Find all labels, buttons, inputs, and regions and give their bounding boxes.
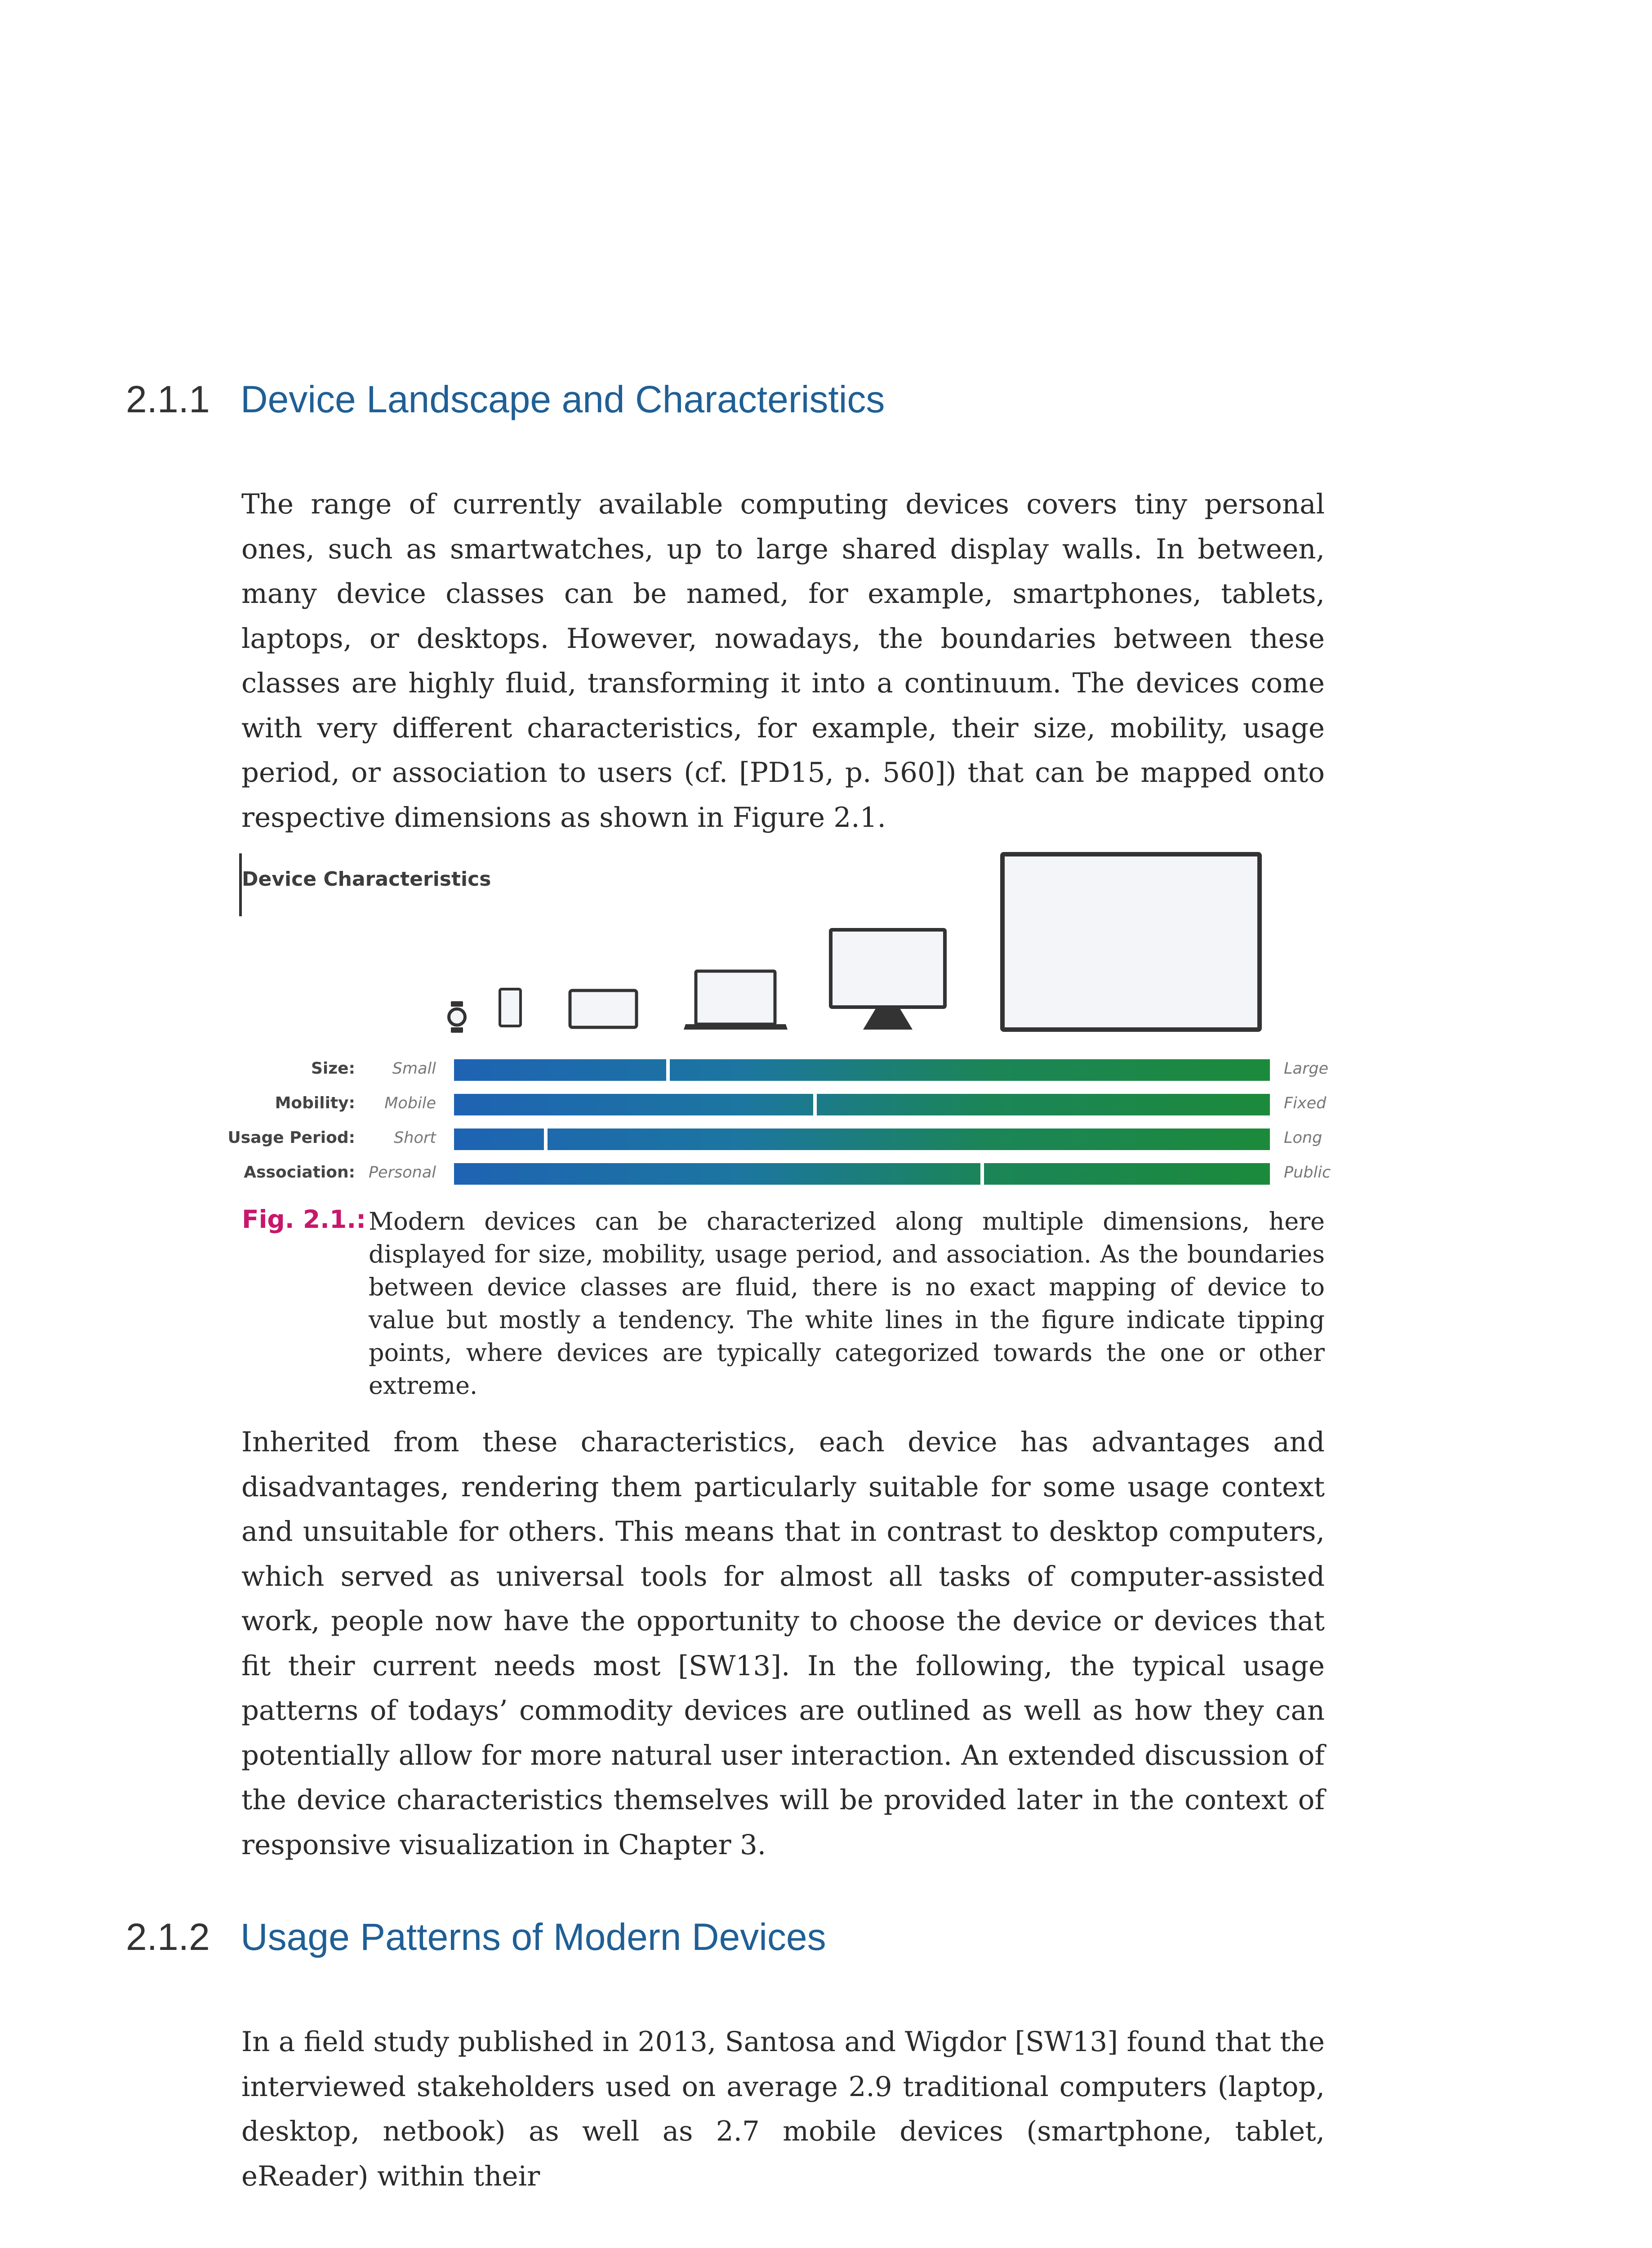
figure-caption [369,1205,1325,1402]
paragraph-text: The range of currently available computing devices covers tiny personal ones, such as smartwatches, up to large shared display walls. In between, many device classes can be named, for example, smartphones, tablets, laptops, or desktops. However, nowadays, the boundaries between these classes are highly fluid, transforming it into a continuum. The devices come with very different characteristics, for example, their size, mobility, usage period, or association to users (cf. [PD15, p. 560]) that can be mapped onto respective dimensions as shown in Figure 2.1. [241,488,1325,834]
dimension-bar-mobility [454,1094,1270,1115]
dimension-left-mobility: Mobile [384,1094,436,1112]
paragraph-text: In a field study published in 2013, Santosa and Wigdor [SW13] found that the interviewed stakeholders used on average 2.9 traditional computers (laptop, desktop, netbook) as well as 2.7 mobile devices (smartphone, tablet, eReader) within their [241,2026,1325,2192]
body-paragraph-2 [241,1420,1325,1867]
figure-label: Device Characteristics [242,868,491,891]
dimension-left-size: Small [392,1060,436,1078]
body-paragraph-3 [241,2020,1325,2199]
dimension-left-association: Personal [368,1164,436,1182]
figure-caption-label: Fig. 2.1.: [242,1205,366,1234]
dimension-label-size: Size: [311,1059,355,1078]
tipping-point-usage-period [544,1128,548,1150]
dimension-right-usage-period: Long [1284,1129,1322,1147]
section-title: Usage Patterns of Modern Devices [240,1916,826,1958]
tipping-point-mobility [813,1094,817,1115]
dimension-right-mobility: Fixed [1284,1094,1327,1112]
desktop-icon [831,930,945,1030]
tipping-point-size [666,1059,670,1081]
section-heading-2-1-2 [126,1914,826,1959]
dimension-bar-size [454,1059,1270,1081]
dimension-label-association: Association: [244,1163,355,1182]
dimension-right-size: Large [1284,1060,1329,1078]
smartwatch-icon [449,1001,465,1033]
paragraph-text: Inherited from these characteristics, each device has advantages and disadvantages, rendering them particularly suitable for some usage context and unsuitable for others. This means that in contrast to desktop computers, which served as universal tools for almost all tasks of computer-assisted work, people now have the opportunity to choose the device or devices that fit their current needs most [SW13]. In the following, the typical usage patterns of todays’ commodity devices are outlined as well as how they can potentially allow for more natural user interaction. An extended discussion of the device characteristics themselves will be provided later in the context of responsive visualization in Chapter 3. [241,1426,1325,1861]
smartphone-icon [500,989,521,1026]
section-title: Device Landscape and Characteristics [240,378,885,420]
dimension-left-usage-period: Short [394,1129,436,1147]
dimension-bar-association [454,1163,1270,1185]
caption-text: Modern devices can be characterized along multiple dimensions, here displayed for size, mobility, usage period, and association. As the boundaries between device classes are fluid, there is no exact mapping of device to value but mostly a tendency. The white lines in the figure indicate tipping points, where devices are typically categorized towards the one or other extreme. [369,1207,1325,1400]
laptop-icon [684,971,788,1030]
device-icons [0,0,1652,1043]
dimension-bar-usage-period [454,1128,1270,1150]
section-number: 2.1.1 [126,378,210,420]
tipping-point-association [980,1163,984,1185]
dimension-right-association: Public [1284,1164,1331,1182]
tablet-icon [570,990,637,1027]
dimension-label-mobility: Mobility: [275,1094,355,1112]
dimension-label-usage-period: Usage Period: [227,1128,355,1147]
section-number: 2.1.2 [126,1916,210,1958]
display-wall-icon [1002,854,1260,1030]
